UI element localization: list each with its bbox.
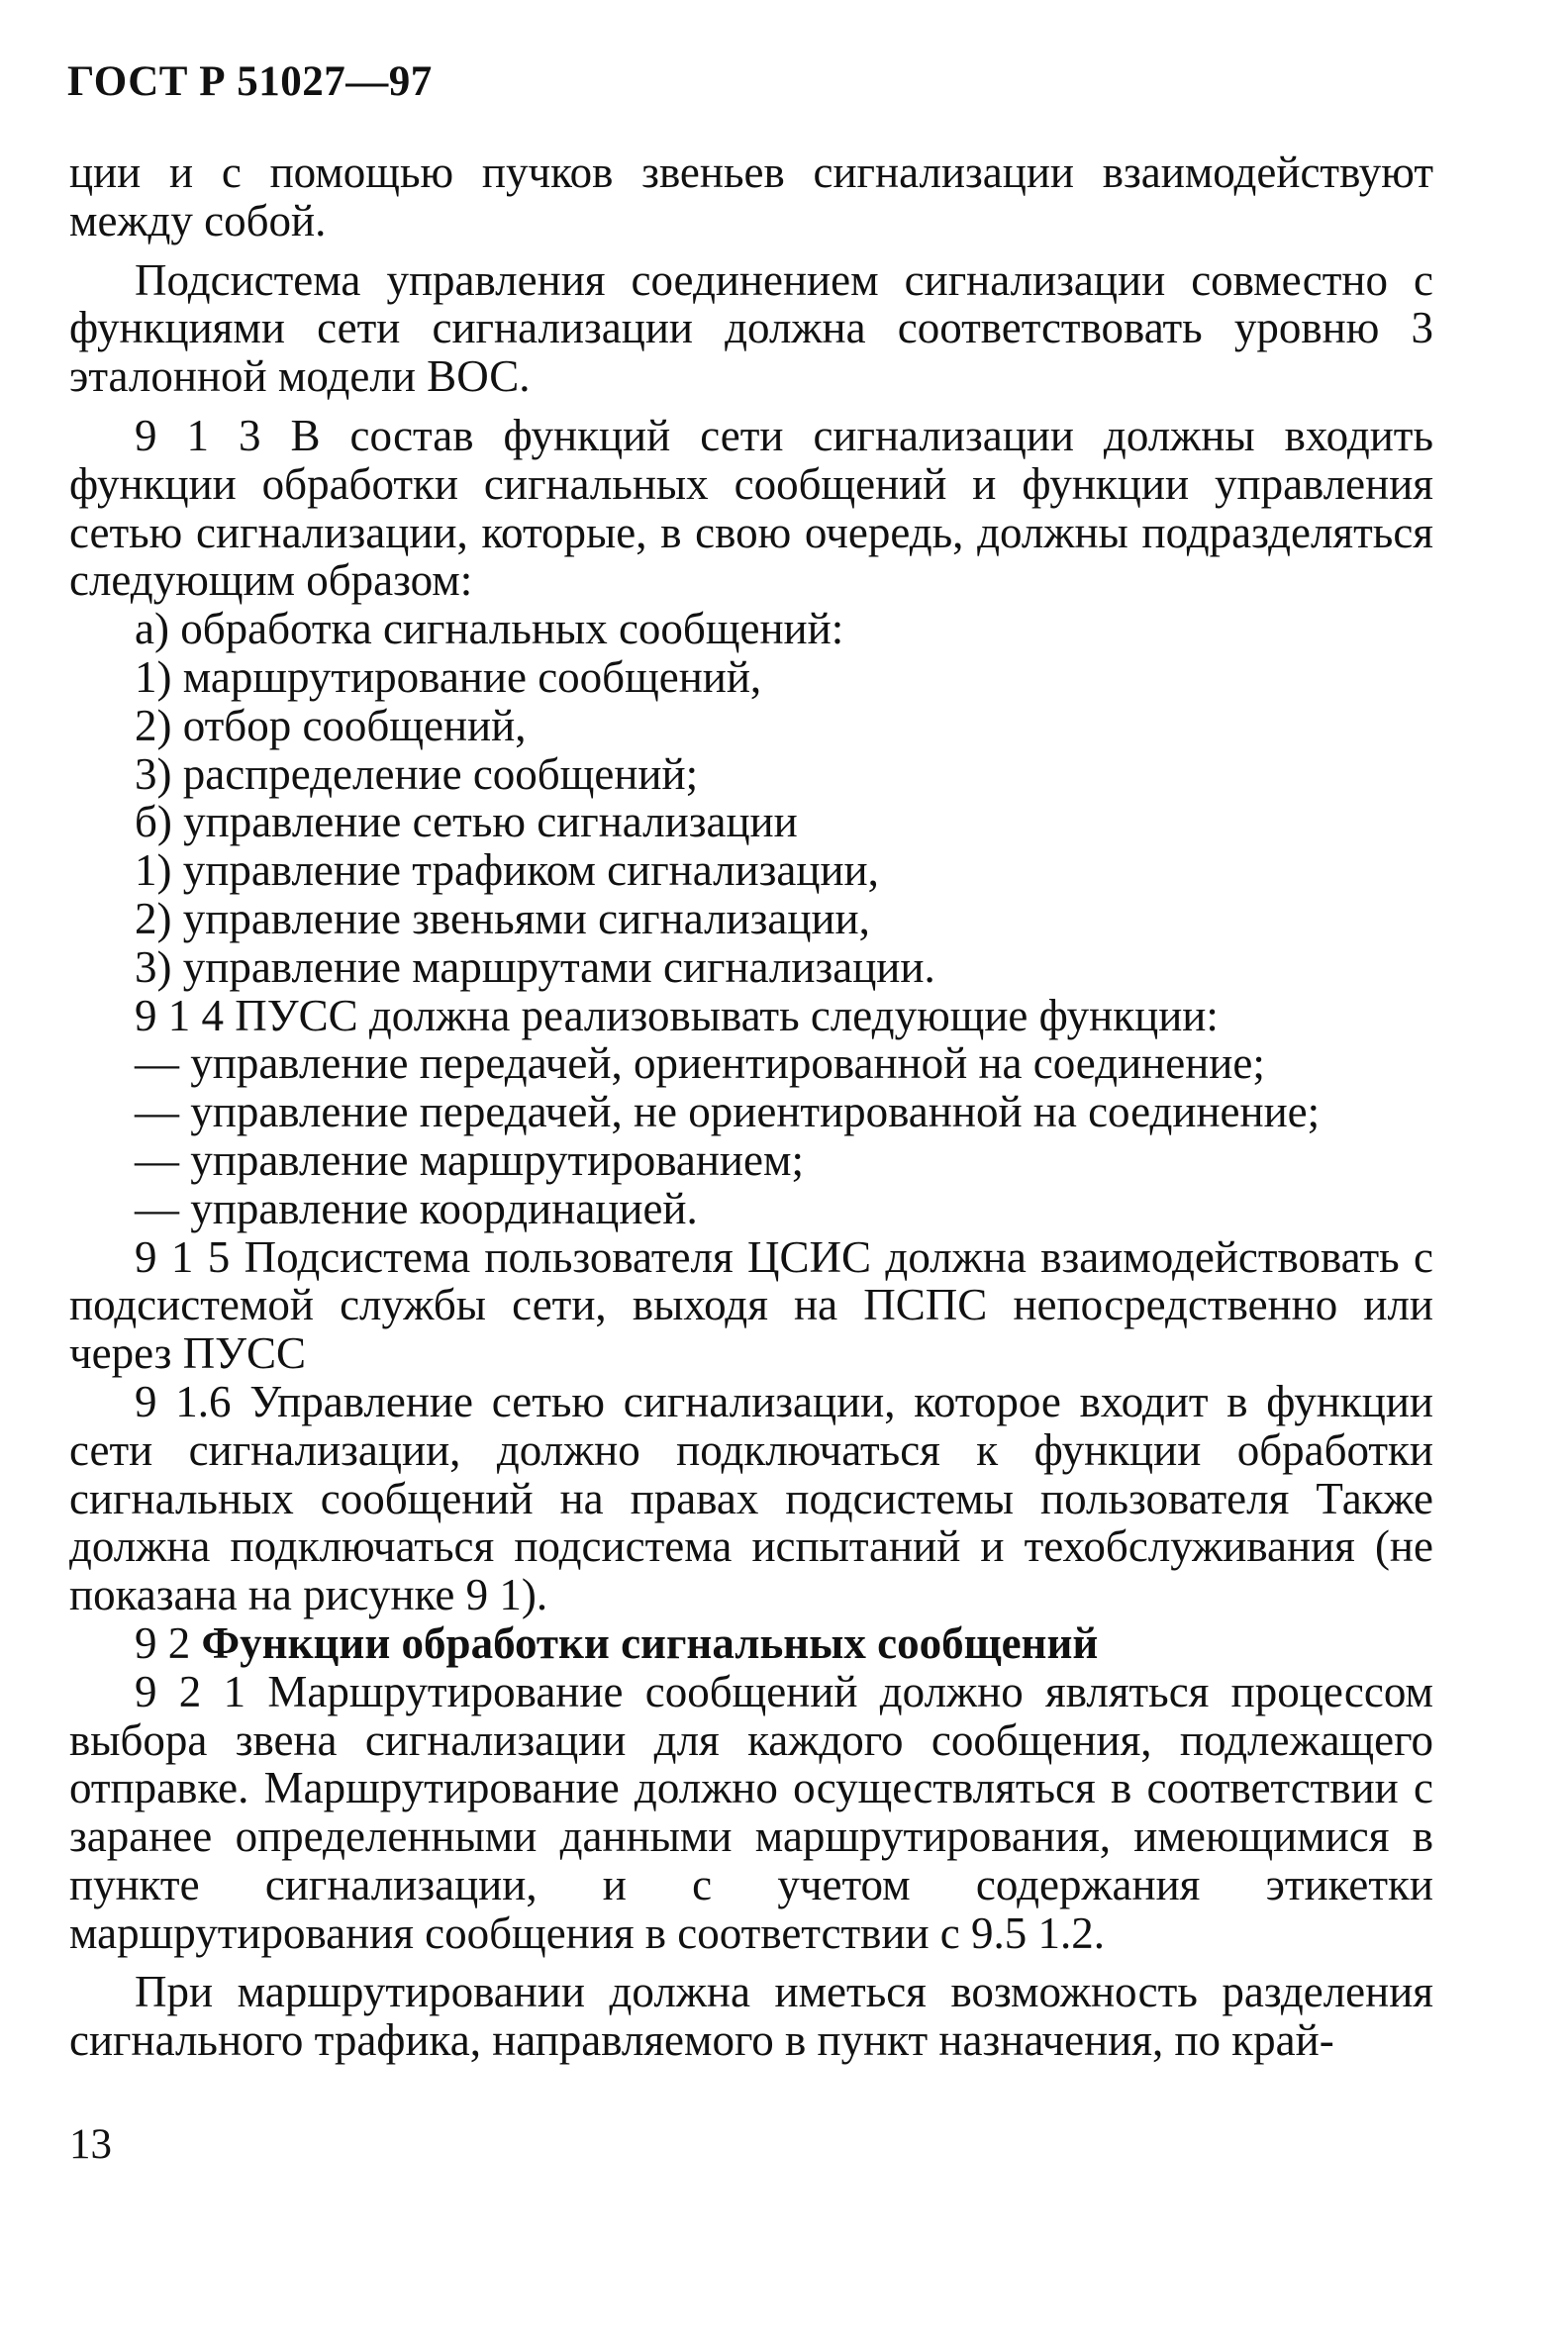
section-heading xyxy=(69,1619,1433,1668)
dash-list-item: — управление передачей, ориентированной на соединение; xyxy=(135,1038,1265,1089)
paragraph-continuation: ции и с помощью пучков звеньев сигнализации взаимодействуют между собой. xyxy=(69,147,1433,245)
paragraph: При маршрутировании должна иметься возможность разделения сигнального трафика, направляемого в пункт назначения, по край- xyxy=(69,1967,1433,2066)
clause-9-2-1: 9 2 1 Маршрутирование сообщений должно являться процессом выбора звена сигнализации для каждого сообщения, подлежащего отправке. Маршрутирование должно осуществляться в соответствии с заранее определенными данными маршрутирования, имеющимися в пункте сигнализации, и с учетом содержания этикетки маршрутирования сообщения в соответствии с 9.5 1.2. xyxy=(69,1666,1433,1958)
clause-9-1-4: 9 1 4 ПУСС должна реализовывать следующие функции: xyxy=(135,990,1219,1040)
list-item: 2) отбор сообщений, xyxy=(135,700,527,750)
list-item: 3) распределение сообщений; xyxy=(135,748,699,799)
standard-header: ГОСТ Р 51027—97 xyxy=(67,58,433,105)
clause-9-1-6: 9 1.6 Управление сетью сигнализации, которое входит в функции сети сигнализации, должно подключаться к функции обработки сигнальных сообщений на правах подсистемы пользователя Также должна подключаться подсистема испытаний и техобслуживания (не показана на рисунке 9 1). xyxy=(69,1376,1433,1620)
section-title: Функции обработки сигнальных сообщений xyxy=(201,1617,1099,1668)
clause-9-1-5: 9 1 5 Подсистема пользователя ЦСИС должна взаимодействовать с подсистемой службы сети, выходя на ПСПС непосредственно или через ПУСС xyxy=(69,1231,1433,1379)
list-item: 3) управление маршрутами сигнализации. xyxy=(135,941,935,992)
list-item: б) управление сетью сигнализации xyxy=(135,797,798,847)
dash-list-item: — управление маршрутированием; xyxy=(135,1134,804,1185)
section-number: 9 2 xyxy=(135,1617,191,1668)
page-number: 13 xyxy=(69,2121,112,2168)
dash-list-item: — управление передачей, не ориентированной на соединение; xyxy=(135,1087,1321,1137)
list-item: а) обработка сигнальных сообщений: xyxy=(135,604,844,654)
list-item: 2) управление звеньями сигнализации, xyxy=(135,893,870,943)
paragraph: Подсистема управления соединением сигнализации совместно с функциями сети сигнализации должна соответствовать уровню 3 эталонной модели ВОС. xyxy=(69,254,1433,402)
clause-9-1-3: 9 1 3 В состав функций сети сигнализации должны входить функции обработки сигнальных сообщений и функции управления сетью сигнализации, которые, в свою очередь, должны подразделяться следующим образом: xyxy=(69,410,1433,606)
dash-list-item: — управление координацией. xyxy=(135,1183,698,1233)
list-item: 1) управление трафиком сигнализации, xyxy=(135,845,879,896)
document-body xyxy=(69,148,1433,2065)
list-item: 1) маршрутирование сообщений, xyxy=(135,651,762,702)
